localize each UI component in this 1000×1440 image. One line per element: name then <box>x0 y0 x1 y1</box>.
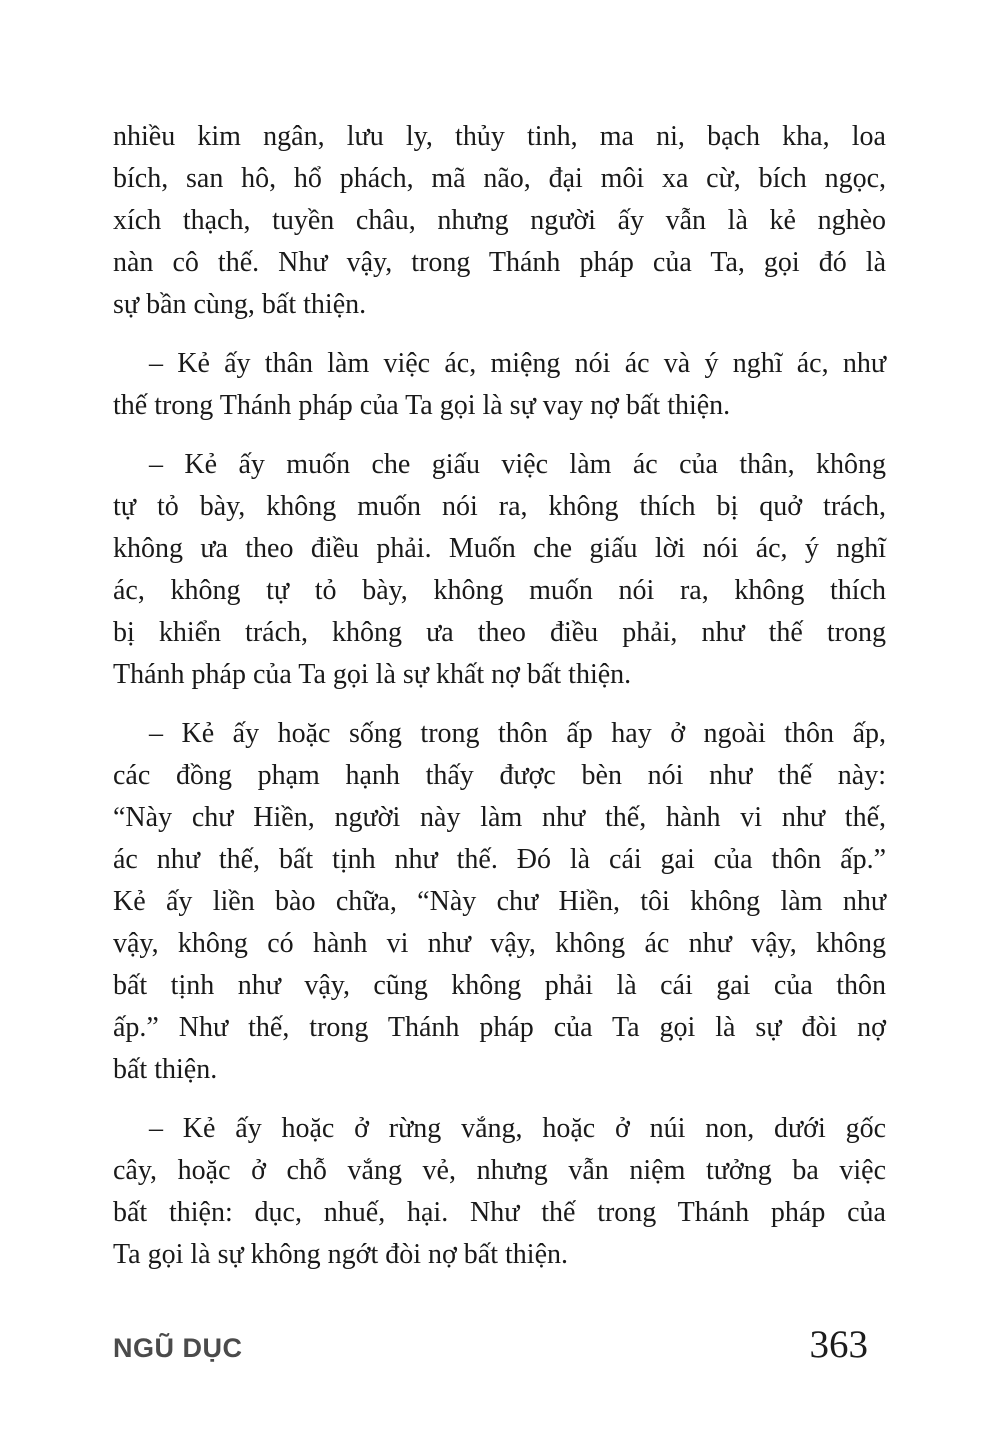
text-line: vậy, không có hành vi như vậy, không ác như vậy, không <box>113 928 886 959</box>
text-line: ác như thế, bất tịnh như thế. Đó là cái gai của thôn ấp.” <box>113 844 886 875</box>
paragraph <box>113 343 886 427</box>
text-line: cây, hoặc ở chỗ vắng vẻ, nhưng vẫn niệm tưởng ba việc <box>113 1155 886 1186</box>
text-line: – Kẻ ấy thân làm việc ác, miệng nói ác và ý nghĩ ác, như <box>149 348 886 379</box>
text-line: tự tỏ bày, không muốn nói ra, không thích bị quở trách, <box>113 491 886 522</box>
page-footer <box>113 1322 886 1367</box>
text-line: sự bần cùng, bất thiện. <box>113 289 367 320</box>
text-line: Ta gọi là sự không ngớt đòi nợ bất thiện. <box>113 1239 568 1270</box>
paragraph <box>113 713 886 1091</box>
running-head: NGŨ DỤC <box>113 1333 243 1363</box>
body-text <box>113 116 886 1293</box>
text-line: “Này chư Hiền, người này làm như thế, hành vi như thế, <box>113 802 886 833</box>
text-line: các đồng phạm hạnh thấy được bèn nói như thế này: <box>113 760 886 791</box>
paragraph <box>113 116 886 326</box>
text-line: xích thạch, tuyền châu, nhưng người ấy vẫn là kẻ nghèo <box>113 205 886 236</box>
text-line: – Kẻ ấy hoặc sống trong thôn ấp hay ở ngoài thôn ấp, <box>149 718 886 749</box>
text-line: nhiều kim ngân, lưu ly, thủy tinh, ma ni, bạch kha, loa <box>113 121 886 152</box>
text-line: nàn cô thế. Như vậy, trong Thánh pháp của Ta, gọi đó là <box>113 247 886 278</box>
text-line: bất thiện. <box>113 1054 218 1085</box>
text-line: thế trong Thánh pháp của Ta gọi là sự vay nợ bất thiện. <box>113 390 731 421</box>
text-line: – Kẻ ấy muốn che giấu việc làm ác của thân, không <box>149 449 886 480</box>
text-line: bị khiển trách, không ưa theo điều phải, như thế trong <box>113 617 886 648</box>
page-number: 363 <box>809 1323 868 1366</box>
text-line: Thánh pháp của Ta gọi là sự khất nợ bất thiện. <box>113 659 632 690</box>
text-line: không ưa theo điều phải. Muốn che giấu lời nói ác, ý nghĩ <box>113 533 886 564</box>
text-line: ấp.” Như thế, trong Thánh pháp của Ta gọi là sự đòi nợ <box>113 1012 886 1043</box>
text-line: bất tịnh như vậy, cũng không phải là cái gai của thôn <box>113 970 886 1001</box>
text-line: – Kẻ ấy hoặc ở rừng vắng, hoặc ở núi non, dưới gốc <box>149 1113 886 1144</box>
text-line: bích, san hô, hổ phách, mã não, đại môi xa cừ, bích ngọc, <box>113 163 886 194</box>
text-line: bất thiện: dục, nhuế, hại. Như thế trong Thánh pháp của <box>113 1197 886 1228</box>
paragraph <box>113 444 886 696</box>
text-line: Kẻ ấy liền bào chữa, “Này chư Hiền, tôi không làm như <box>113 886 886 917</box>
paragraph <box>113 1108 886 1276</box>
text-line: ác, không tự tỏ bày, không muốn nói ra, không thích <box>113 575 886 606</box>
